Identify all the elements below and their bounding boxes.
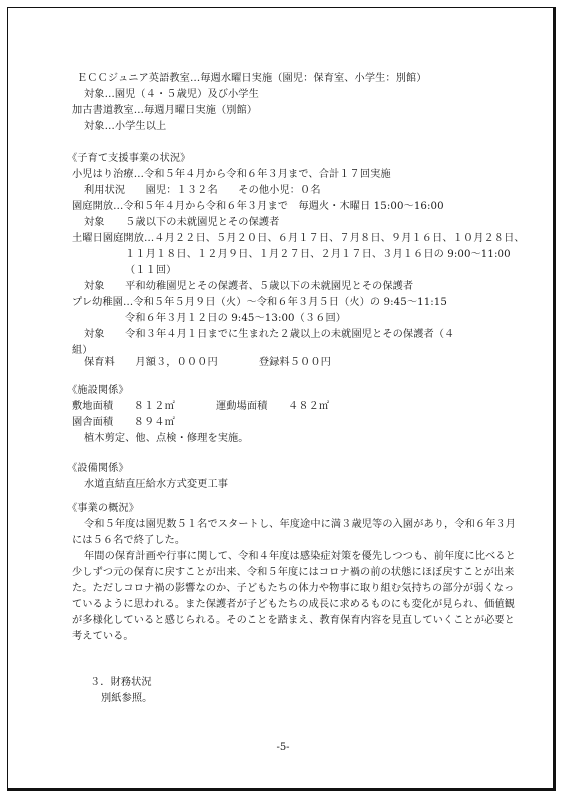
text-line: 保育料 月額３，０００円 登録料５００円 xyxy=(84,357,331,368)
text-line: が多様化していると感じられる。そのことを踏まえ、教育保育内容を見直していくことが必要と xyxy=(72,615,515,626)
text-line: 対象…園児（４・５歳児）及び小学生 xyxy=(84,89,259,100)
text-line: 別紙参照。 xyxy=(101,693,153,704)
text-line: 対象 平和幼稚園児とその保護者、５歳以下の未就園児とその保護者 xyxy=(84,281,414,292)
text-line: には５６名で終了した。 xyxy=(72,535,186,546)
text-line: 園舎面積 ８９４㎡ xyxy=(72,417,175,428)
text-line: 考えている。 xyxy=(72,631,134,642)
text-line: 園庭開放…令和５年４月から令和６年３月まで 毎週火・木曜日 15:00～16:00 xyxy=(72,201,444,212)
text-line: ＥＣＣジュニア英語教室…毎週水曜日実施（園児：保育室、小学生：別館） xyxy=(77,73,427,84)
text-line: た。ただしコロナ禍の影響なのか、子どもたちの体力や物事に取り組む気持ちの部分が弱くなっ xyxy=(72,583,515,594)
text-line: 対象…小学生以上 xyxy=(84,121,167,132)
text-line: ているように思われる。また保護者が子どもたちの成長に求めるものにも変化が見られ、価値観 xyxy=(72,599,515,610)
section-heading: ３．財務状況 xyxy=(90,677,152,688)
text-line: 水道直結直圧給水方式変更工事 xyxy=(84,479,229,490)
page-number: -5- xyxy=(276,742,290,753)
text-line: プレ幼稚園…令和５年５月９日（火）～令和６年３月５日（火）の 9:45～11:15 xyxy=(72,297,447,308)
section-heading: 《事業の概況》 xyxy=(67,503,140,514)
section-heading: 《施設関係》 xyxy=(67,385,129,396)
text-line: 植木剪定、他、点検・修理を実施。 xyxy=(84,433,249,444)
text-line: （１１回） xyxy=(125,265,177,276)
text-line: 令和６年３月１２日の 9:45～13:00（３６回） xyxy=(125,313,347,324)
text-line: 対象 ５歳以下の未就園児とその保護者 xyxy=(84,217,280,228)
text-line: 年間の保育計画や行事に関して、令和４年度は感染症対策を優先しつつも、前年度に比べると xyxy=(84,551,516,562)
text-line: 令和５年度は園児数５１名でスタートし、年度途中に満３歳児等の入園があり，令和６年３月 xyxy=(84,519,517,530)
text-line: 対象 令和３年４月１日までに生まれた２歳以上の未就園児とその保護者（４ xyxy=(84,329,455,340)
text-line: 小児はり治療…令和５年４月から令和６年３月まで、合計１７回実施 xyxy=(72,169,391,180)
section-heading: 《子育て支援事業の状況》 xyxy=(67,153,191,164)
text-line: 土曜日園庭開放…４月２２日、５月２０日、６月１７日、７月８日、９月１６日、１０月２８日、 xyxy=(72,233,525,244)
text-line: 少しずつ元の保育に戻すことが出来、令和５年度にはコロナ禍の前の状態にほぼ戻すことが出来 xyxy=(72,567,515,578)
section-heading: 《設備関係》 xyxy=(67,463,129,474)
text-line: 加古書道教室…毎週月曜日実施（別館） xyxy=(72,105,258,116)
text-line: 利用状況 園児：１３２名 その他小児：０名 xyxy=(84,185,321,196)
text-line: 組） xyxy=(72,345,93,356)
text-line: 敷地面積 ８１２㎡ 運動場面積 ４８２㎡ xyxy=(72,401,330,412)
text-line: １１月１８日、１２月９日、１月２７日、２月１７日、３月１６日の 9:00～11:00 xyxy=(125,249,511,260)
